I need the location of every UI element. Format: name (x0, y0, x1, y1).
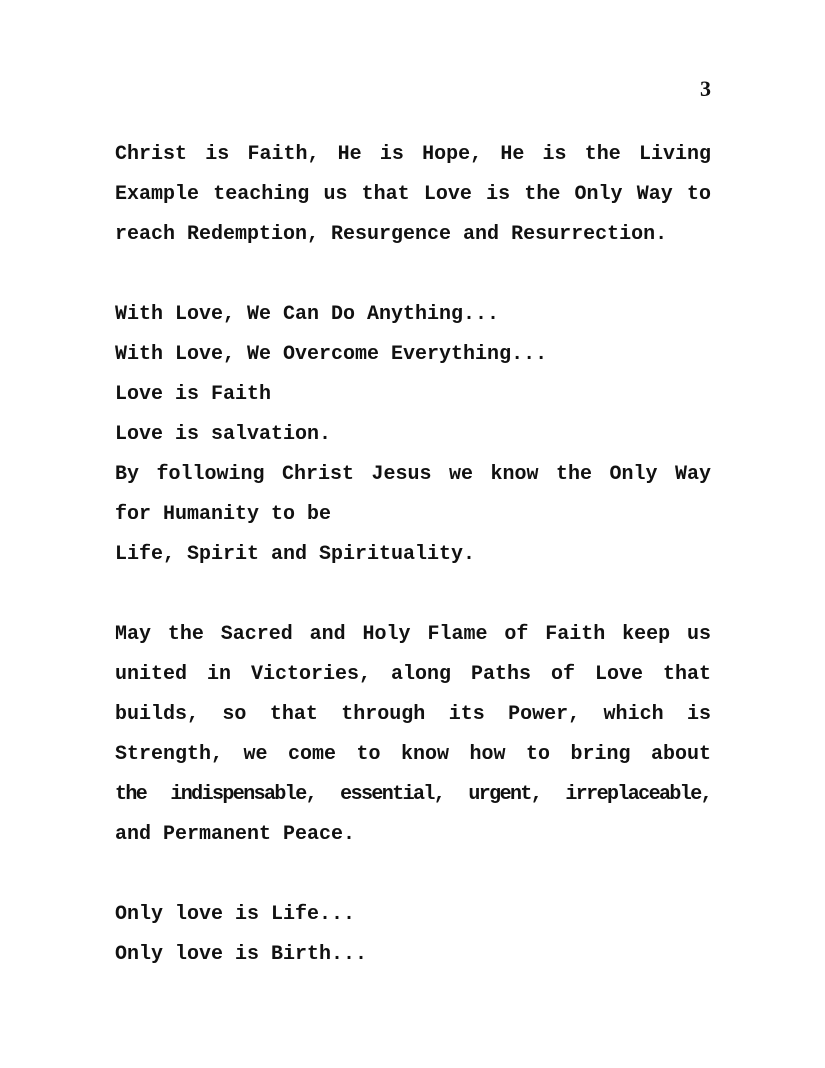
text-line: for Humanity to be (115, 503, 332, 526)
text-line: Christ is Faith, He is Hope, He is the Living (115, 143, 711, 166)
text-line: and Permanent Peace. (115, 823, 356, 846)
text-line: Example teaching us that Love is the Only Way to (115, 183, 711, 206)
paragraph-3 (115, 615, 711, 855)
text-line: With Love, We Overcome Everything... (115, 343, 548, 366)
text-line: Love is Faith (115, 383, 272, 406)
text-line: reach Redemption, Resurgence and Resurrection. (115, 223, 668, 246)
text-line: Life, Spirit and Spirituality. (115, 543, 476, 566)
text-line: With Love, We Can Do Anything... (115, 303, 500, 326)
text-line: May the Sacred and Holy Flame of Faith keep us (115, 623, 711, 646)
body-text (115, 135, 711, 975)
text-line: the indispensable, essential, urgent, irreplaceable, (115, 783, 711, 806)
text-line: Strength, we come to know how to bring about (115, 743, 711, 766)
text-line: Only love is Life... (115, 903, 356, 926)
text-line: Only love is Birth... (115, 943, 368, 966)
text-line: Love is salvation. (115, 423, 332, 446)
text-line: united in Victories, along Paths of Love that (115, 663, 711, 686)
paragraph-4 (115, 895, 711, 975)
page-number: 3 (700, 76, 711, 101)
text-line: By following Christ Jesus we know the Only Way (115, 463, 711, 486)
text-line: builds, so that through its Power, which is (115, 703, 711, 726)
paragraph-2 (115, 295, 711, 575)
paragraph-1 (115, 135, 711, 255)
